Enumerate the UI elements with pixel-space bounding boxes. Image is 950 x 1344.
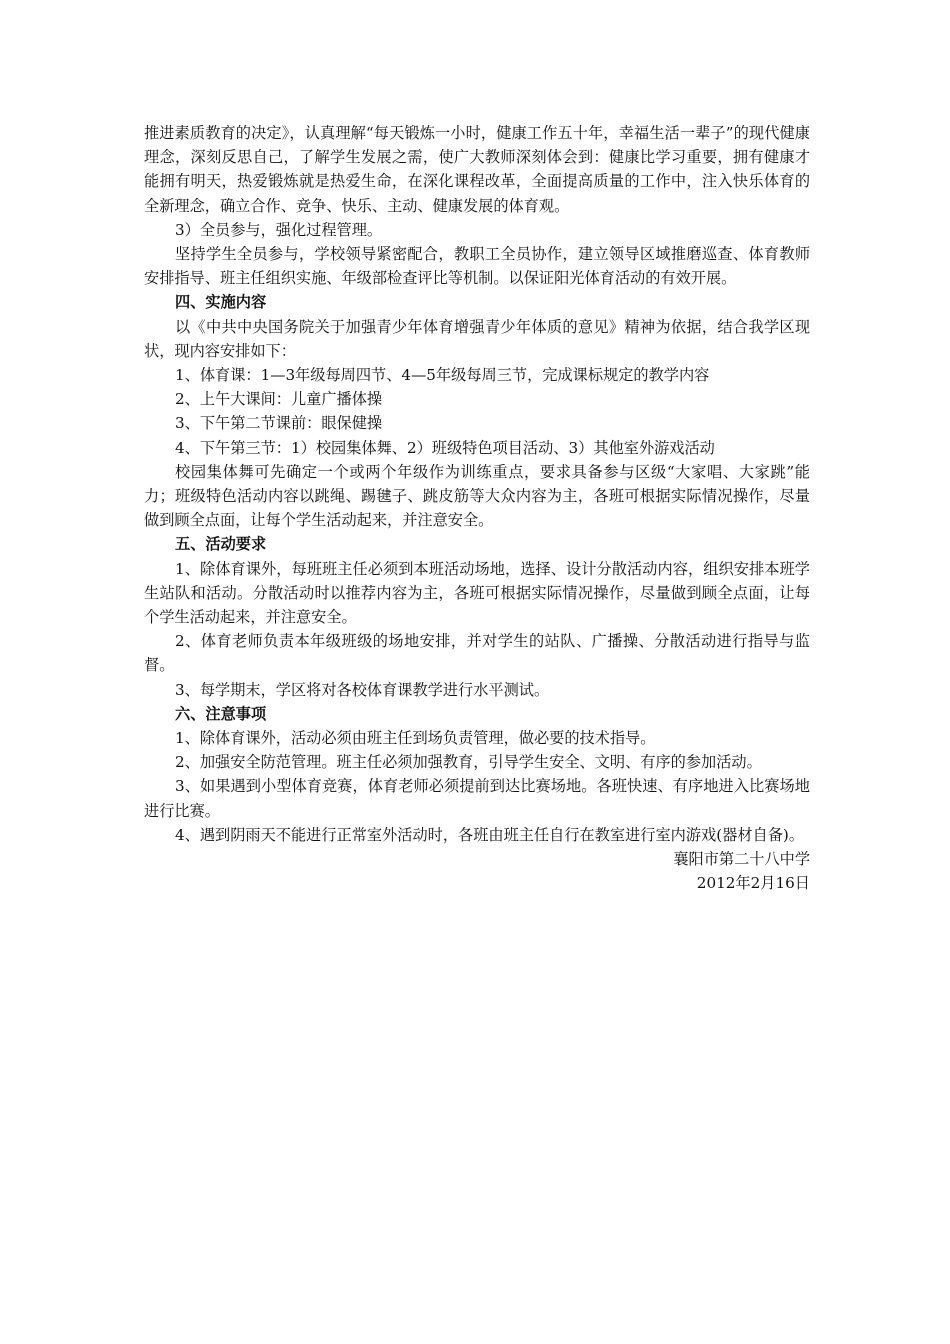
section-heading-requirements: 五、活动要求 <box>175 535 267 554</box>
requirement-head-teacher: 1、除体育课外，每班班主任必须到本班活动场地，选择、设计分散活动内容，组织安排本班学生站队和活动。分散活动时以推荐内容为主，各班可根据实际情况操作，尽量做到顾全点面，让每个学生活动起来，并注意安全。 <box>144 559 810 627</box>
note-rainy-day: 4、遇到阴雨天不能进行正常室外活动时，各班由班主任自行在教室进行室内游戏(器材自备)。 <box>175 825 805 844</box>
note-supervision: 1、除体育课外，活动必须由班主任到场负责管理，做必要的技术指导。 <box>175 729 656 748</box>
note-competition: 3、如果遇到小型体育竞赛，体育老师必须提前到达比赛场地。各班快速、有序地进入比赛场地进行比赛。 <box>144 777 810 820</box>
signature-school: 襄阳市第二十八中学 <box>673 850 810 869</box>
section-heading-notes: 六、注意事项 <box>175 704 267 723</box>
note-safety: 2、加强安全防范管理。班主任必须加强教育，引导学生安全、文明、有序的参加活动。 <box>175 753 762 772</box>
item-morning-break: 2、上午大课间：儿童广播体操 <box>175 390 383 409</box>
section-heading-implementation: 四、实施内容 <box>175 293 267 312</box>
paragraph-health-concept: 推进素质教育的决定》，认真理解“每天锻炼一小时，健康工作五十年，幸福生活一辈子”的现代健康理念，深刻反思自己，了解学生发展之需，使广大教师深刻体会到：健康比学习重要，拥有健康才能拥有明天，热爱锻炼就是热爱生命，在深化课程改革，全面提高质量的工作中，注入快乐体育的全新理念，确立合作、竞争、快乐、主动、健康发展的体育观。 <box>144 124 810 215</box>
item-third-period: 4、下午第三节：1）校园集体舞、2）班级特色项目活动、3）其他室外游戏活动 <box>175 438 715 457</box>
requirement-testing: 3、每学期末，学区将对各校体育课教学进行水平测试。 <box>175 680 550 699</box>
paragraph-participation-mechanism: 坚持学生全员参与，学校领导紧密配合，教职工全员协作，建立领导区域推磨巡查、体育教师安排指导、班主任组织实施、年级部检查评比等机制。以保证阳光体育活动的有效开展。 <box>144 245 810 288</box>
paragraph-campus-dance: 校园集体舞可先确定一个或两个年级作为训练重点，要求具备参与区级“大家唱、大家跳”能力；班级特色活动内容以跳绳、踢毽子、跳皮筋等大众内容为主，各班可根据实际情况操作，尽量做到顾全点面，让每个学生活动起来，并注意安全。 <box>144 462 810 530</box>
signature-date: 2012年2月16日 <box>696 874 810 893</box>
point-full-participation: 3）全员参与，强化过程管理。 <box>175 220 383 239</box>
requirement-pe-teacher: 2、体育老师负责本年级班级的场地安排，并对学生的站队、广播操、分散活动进行指导与监督。 <box>144 632 810 675</box>
document-page <box>144 121 810 896</box>
item-pe-class: 1、体育课：1—3年级每周四节、4—5年级每周三节，完成课标规定的教学内容 <box>175 366 710 385</box>
item-eye-exercise: 3、下午第二节课前：眼保健操 <box>175 414 383 433</box>
paragraph-implementation-basis: 以《中共中央国务院关于加强青少年体育增强青少年体质的意见》精神为依据，结合我学区现状，现内容安排如下： <box>144 317 810 360</box>
